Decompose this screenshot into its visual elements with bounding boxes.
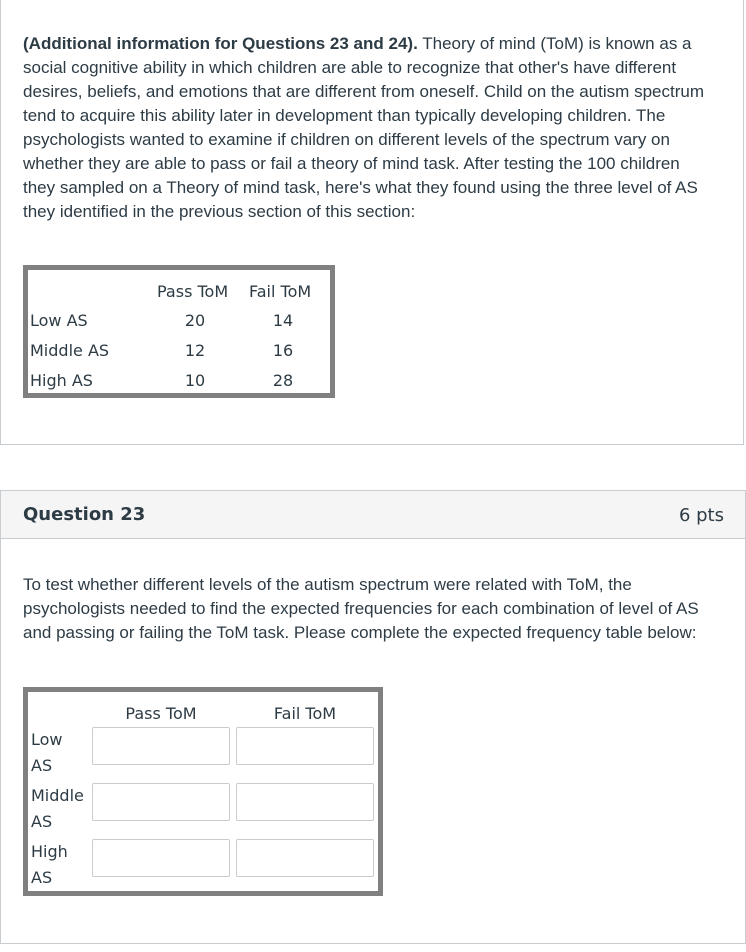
observed-cell-fail: 16	[272, 341, 294, 360]
observed-row-label: Middle AS	[30, 341, 110, 360]
expected-high-pass-input[interactable]	[92, 839, 230, 877]
observed-cell-fail: 14	[272, 311, 294, 330]
observed-cell-pass: 12	[184, 341, 206, 360]
question-text: To test whether different levels of the autism spectrum were related with ToM, the psychologists needed to find the expected frequencies for each combination of level of AS and passing or failing the ToM task. Please complete the expected frequency table below:	[23, 575, 699, 642]
expected-middle-fail-input[interactable]	[236, 783, 374, 821]
question-points: 6 pts	[678, 505, 724, 526]
expected-low-pass-input[interactable]	[92, 727, 230, 765]
expected-frequency-table	[23, 687, 383, 896]
expected-row-label-line2: AS	[31, 868, 53, 887]
expected-high-fail-input[interactable]	[236, 839, 374, 877]
expected-middle-pass-input[interactable]	[92, 783, 230, 821]
question-title: Question 23	[23, 504, 146, 525]
observed-frequency-table	[23, 265, 335, 398]
intro-text: Theory of mind (ToM) is known as a social cognitive ability in which children are able to recognize that other's have different desires, beliefs, and emotions that are different from oneself. Child on the autism spectrum tend to acquire this ability later in development than typically developing children. The psychologists wanted to examine if children on different levels of the spectrum vary on whether they are able to pass or fail a theory of mind task. After testing the 100 children they sampled on a Theory of mind task, here's what they found using the three level of AS they identified in the previous section of this section:	[23, 34, 704, 221]
observed-col-header-pass: Pass ToM	[157, 282, 229, 301]
observed-cell-pass: 20	[184, 311, 206, 330]
expected-col-header-fail: Fail ToM	[273, 704, 337, 723]
observed-row-label: Low AS	[30, 311, 88, 330]
expected-row-label-line2: AS	[31, 756, 53, 775]
intro-paragraph	[23, 32, 713, 224]
intro-bold-lead: (Additional information for Questions 23 and 24).	[23, 34, 418, 53]
expected-row-label	[31, 839, 68, 891]
question-header	[1, 491, 745, 539]
info-panel	[0, 0, 744, 445]
expected-row-label	[31, 727, 63, 779]
expected-row-label-line2: AS	[31, 812, 53, 831]
observed-cell-pass: 10	[184, 371, 206, 390]
question-23-panel	[0, 490, 746, 944]
expected-col-header-pass: Pass ToM	[125, 704, 197, 723]
observed-col-header-fail: Fail ToM	[249, 282, 312, 301]
expected-row-label-line1: High	[31, 842, 68, 861]
observed-row-label: High AS	[30, 371, 93, 390]
expected-row-label-line1: Low	[31, 730, 63, 749]
expected-row-label-line1: Middle	[31, 786, 84, 805]
expected-low-fail-input[interactable]	[236, 727, 374, 765]
expected-row-label	[31, 783, 84, 835]
observed-cell-fail: 28	[272, 371, 294, 390]
